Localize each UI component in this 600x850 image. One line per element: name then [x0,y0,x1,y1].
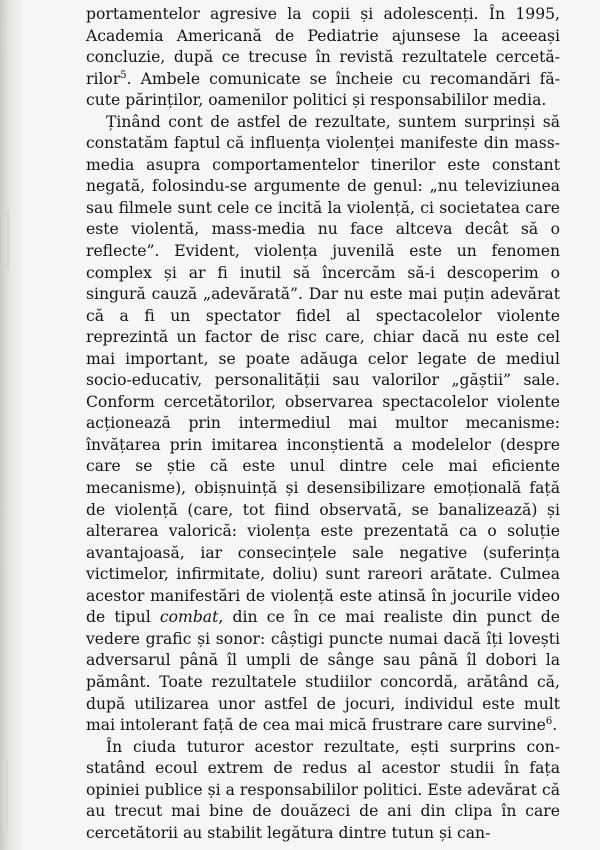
paragraph-p2 [86,112,560,737]
paragraph-text: , din ce în ce mai realiste din punct de vedere grafic și sonor: câștigi puncte numai dacă îți lovești adversarul până îl umpli de sânge sau până îl dobori la pământ. Toate rezultatele studiilor concordă, arătând că, după utilizarea unor astfel de jocuri, individul este mult mai intolerant față de cea mai mică frustrare care survine [86,608,560,735]
scan-noise-mark [4,18,6,54]
footnote-marker: 6 [545,716,553,728]
body-text-column [86,4,560,844]
paragraph-text: . [552,716,558,735]
paragraph-text: Ținând cont de astfel de rezultate, suntem surprinși să constatăm faptul că influența violenței manifeste din mass-media asupra comportamentelor tinerilor este constant negată, folosindu-se argumente de genul: „nu televiziunea sau filmele sunt cele ce incită la violență, ci societatea care este violentă, mass-media nu face altceva decât să o reflecte”. Evident, violența juvenilă este un fenomen complex și ar fi inutil să încercăm să-i descoperim o singură cauză „adevărată”. Dar nu este mai puțin adevărat că a fi un spectator fidel al spectacolelor violente reprezintă un factor de risc care, chiar dacă nu este cel mai important, se poate adăuga celor legate de mediul socio-educativ, personalității sau valorilor „găștii” sale. Conform cercetătorilor, observarea spectacolelor violente acționează prin intermediul mai multor mecanisme: învățarea prin imitarea inconștientă a modelelor (despre care se știe că este unul dintre cele mai eficiente mecanisme), obișnuință și desensibilizare emoțională față de violență (care, tot fiind observată, se banalizează) și alterarea valorică: violența este prezentată ca o soluție avantajoasă, iar consecințele sale negative (suferința victimelor, infirmitate, doliu) sunt rareori arătate. Culmea acestor manifestări de violență este atinsă în jocurile video de tipul [86,112,560,627]
paragraph-p3 [86,737,560,845]
paragraph-p1 [86,4,560,112]
book-spine-shadow [0,0,22,850]
emphasized-term: combat [159,608,219,627]
paragraph-text: portamentelor agresive la copii și adolescenți. În 1995, Academia Americană de Pediatrie ajunsese la aceeași concluzie, după ce trecuse în revistă rezultatele cercetărilor [86,5,560,88]
paragraph-text: . Ambele comunicate se încheie cu recomandări făcute părinților, oamenilor politici și responsabililor media. [86,69,560,110]
scan-noise-mark [7,210,9,270]
scan-noise-mark [6,760,8,830]
scan-noise-mark [3,520,5,568]
paragraph-text: În ciuda tuturor acestor rezultate, ești surprins constatând ecoul extrem de redus al acestor studii în fața opiniei publice și a responsabililor politici. Este adevărat că au trecut mai bine de douăzeci de ani din clipa în care cercetătorii au stabilit legătura dintre tutun și can- [86,737,560,842]
footnote-marker: 5 [120,69,127,81]
